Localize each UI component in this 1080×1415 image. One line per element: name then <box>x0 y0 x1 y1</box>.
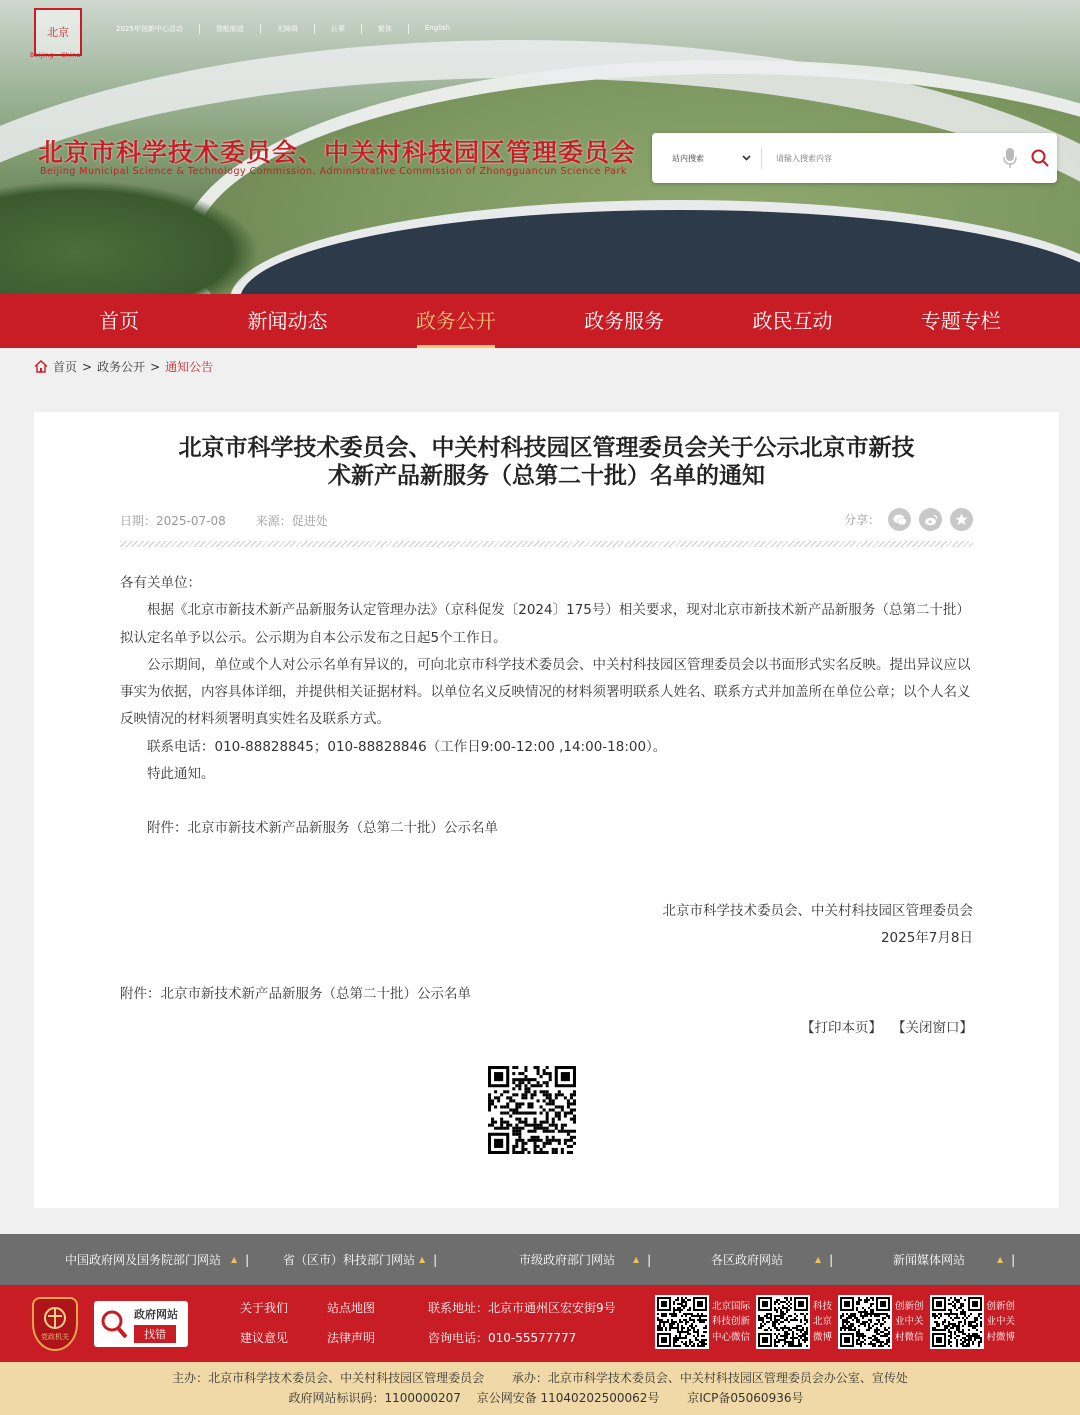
article-title-line1: 北京市科学技术委员会、中关村科技园区管理委员会关于公示北京市新技 <box>178 435 915 461</box>
article-paragraph: 公示期间，单位或个人对公示名单有异议的，可向北京市科学技术委员会、中关村科技园区管理委员会以书面形式实名反映。提出异议应以事实为依据，内容具体详细，并提供相关证据材料。以单位名义反映情况的材料须署明联系人姓名、联系方式并加盖所在单位公章；以个人名义反映情况的材料须署明真实姓名及联系方式。 <box>120 656 971 728</box>
search-icon <box>1031 149 1049 167</box>
qr-label: 科技 北京 微博 <box>813 1300 833 1343</box>
footer-phone: 咨询电话：010-55577777 <box>428 1331 577 1345</box>
article-title <box>134 434 959 490</box>
party-government-badge[interactable] <box>32 1297 78 1351</box>
article-panel <box>34 412 1059 1208</box>
article-closing: 特此通知。 <box>147 766 215 783</box>
breadcrumb-home[interactable]: 首页 <box>53 360 78 374</box>
breadcrumb-notices[interactable]: 通知公告 <box>165 360 214 374</box>
nav-government-affairs[interactable]: 政务公开 <box>372 294 540 348</box>
search-input[interactable] <box>762 154 997 163</box>
top-link-1[interactable]: 智能制造 <box>200 24 261 34</box>
footer-link-district[interactable]: 各区政府网站 ▲ | <box>711 1252 834 1267</box>
top-link-accessibility[interactable]: 无障碍 <box>261 24 315 34</box>
close-window-button[interactable]: 【关闭窗口】 <box>892 1020 973 1036</box>
site-title: 北京市科学技术委员会、中关村科技园区管理委员会 <box>38 138 637 167</box>
article-meta <box>120 512 328 529</box>
top-link-0[interactable]: 2025年创新中心活动 <box>100 24 200 34</box>
qr-item <box>930 1295 1016 1349</box>
signature-org: 北京市科学技术委员会、中关村科技园区管理委员会 <box>662 903 973 919</box>
qr-code-wechat-zgc <box>840 1297 890 1347</box>
site-logo[interactable]: 北京 <box>34 8 82 56</box>
footer-copyright <box>0 1362 1080 1415</box>
share-label: 分享： <box>843 513 880 527</box>
footer-link-media[interactable]: 新闻媒体网站 ▲ | <box>893 1252 1016 1267</box>
qr-code-wechat-center <box>657 1297 707 1347</box>
footer-site-id: 政府网站标识码：1100000207 <box>288 1391 461 1405</box>
qr-item <box>838 1295 924 1349</box>
signature-date: 2025年7月8日 <box>880 930 973 946</box>
article-salutation: 各有关单位： <box>120 575 201 591</box>
nav-news[interactable]: 新闻动态 <box>247 309 328 333</box>
search-box <box>652 133 1057 183</box>
top-link-elder[interactable]: 长辈 <box>315 24 362 34</box>
footer-main <box>0 1285 1080 1362</box>
header-banner <box>0 0 1080 294</box>
search-scope-select[interactable]: 站内搜索 <box>652 147 762 169</box>
site-error-report-badge[interactable] <box>94 1301 188 1347</box>
legal-link[interactable]: 法律声明 <box>327 1331 376 1345</box>
wechat-share-icon[interactable] <box>888 508 911 531</box>
qr-label: 创新创 业中关 村微信 <box>895 1300 924 1343</box>
attachment-inline: 附件：北京市新技术新产品新服务（总第二十批）公示名单 <box>147 820 498 837</box>
party-label: 党政机关 <box>41 1333 69 1341</box>
footer-qr-codes <box>655 1295 1015 1349</box>
top-links <box>100 24 466 34</box>
feedback-link[interactable]: 建议意见 <box>240 1331 289 1345</box>
article-date: 日期：2025-07-08 <box>120 514 226 528</box>
qr-item <box>655 1295 750 1349</box>
footer-police-record[interactable]: 京公网安备 11040202500062号 <box>476 1391 660 1405</box>
footer-col-about <box>240 1293 288 1353</box>
article-qr-code <box>488 1066 576 1154</box>
footer-icp[interactable]: 京ICP备05060936号 <box>687 1391 804 1405</box>
top-link-english[interactable]: English <box>424 24 451 32</box>
qr-item <box>756 1295 832 1349</box>
breadcrumb <box>34 358 213 375</box>
signature <box>663 898 974 952</box>
footer-link-provincial[interactable]: 省（区市）科技部门网站 ▲ | <box>283 1252 438 1267</box>
microphone-icon[interactable] <box>997 143 1023 173</box>
top-link-traditional[interactable]: 繁体 <box>362 24 409 34</box>
footer-address: 联系地址：北京市通州区宏安街9号 <box>428 1301 616 1315</box>
article-title-line2: 术新产品新服务（总第二十批）名单的通知 <box>328 463 765 489</box>
chevron-down-icon <box>742 155 751 161</box>
qr-label: 北京国际 科技创新 中心微信 <box>712 1300 751 1343</box>
main-nav <box>0 294 1080 348</box>
qr-label: 创新创 业中关 村微博 <box>986 1300 1016 1343</box>
qr-code-weibo-zgc <box>932 1297 982 1347</box>
breadcrumb-separator: > <box>82 359 93 374</box>
banner-trees <box>0 180 260 294</box>
qzone-share-icon[interactable] <box>950 508 973 531</box>
footer-link-municipal[interactable]: 市级政府部门网站 ▲ | <box>519 1252 652 1267</box>
article-source: 来源：促进处 <box>255 514 328 528</box>
article-paragraph: 根据《北京市新技术新产品新服务认定管理办法》（京科促发〔2024〕175号）相关要求，现对北京市新技术新产品新服务（总第二十批）拟认定名单予以公示。公示期为自本公示发布之日起5个工作日。 <box>120 602 970 646</box>
breadcrumb-government-affairs[interactable]: 政务公开 <box>97 360 146 374</box>
footer-host: 主办：北京市科学技术委员会、中关村科技园区管理委员会 <box>172 1371 485 1385</box>
logo-subtitle: Beijing · China <box>30 52 81 59</box>
nav-interaction[interactable]: 政民互动 <box>752 309 833 333</box>
footer-undertake: 承办：北京市科学技术委员会、中关村科技园区管理委员会办公室、宣传处 <box>511 1371 908 1385</box>
sitemap-link[interactable]: 站点地图 <box>327 1301 376 1315</box>
about-us-link[interactable]: 关于我们 <box>240 1301 289 1315</box>
attachment-link[interactable]: 附件：北京市新技术新产品新服务（总第二十批）公示名单 <box>120 986 471 1002</box>
search-button[interactable] <box>1023 143 1057 173</box>
article-actions <box>801 1016 973 1036</box>
nav-home[interactable]: 首页 <box>99 309 140 333</box>
error-report-bottom: 找错 <box>134 1325 176 1343</box>
share-bar <box>844 508 973 531</box>
error-report-top: 政府网站 <box>134 1307 178 1321</box>
nav-services[interactable]: 政务服务 <box>584 309 665 333</box>
home-icon <box>34 360 48 373</box>
print-button[interactable]: 【打印本页】 <box>801 1020 882 1036</box>
article-contact: 联系电话：010-88828845；010-88828846（工作日9:00-12:00 ,14:00-18:00）。 <box>147 738 667 755</box>
footer-contact <box>428 1293 616 1353</box>
site-subtitle: Beijing Municipal Science & Technology Commission, Administrative Commission of Zhongguancun Science Park <box>40 166 627 177</box>
qr-code-weibo-beijing <box>758 1297 808 1347</box>
article-body <box>120 570 973 843</box>
footer-related-links <box>0 1234 1080 1285</box>
breadcrumb-separator: > <box>150 359 161 374</box>
nav-special-topics[interactable]: 专题专栏 <box>920 309 1001 333</box>
footer-link-state-council[interactable]: 中国政府网及国务院部门网站 ▲ | <box>65 1252 250 1267</box>
magnifier-icon <box>100 1309 128 1339</box>
divider <box>120 541 973 547</box>
weibo-share-icon[interactable] <box>919 508 942 531</box>
party-emblem-icon <box>43 1306 67 1332</box>
footer-col-site <box>327 1293 375 1353</box>
